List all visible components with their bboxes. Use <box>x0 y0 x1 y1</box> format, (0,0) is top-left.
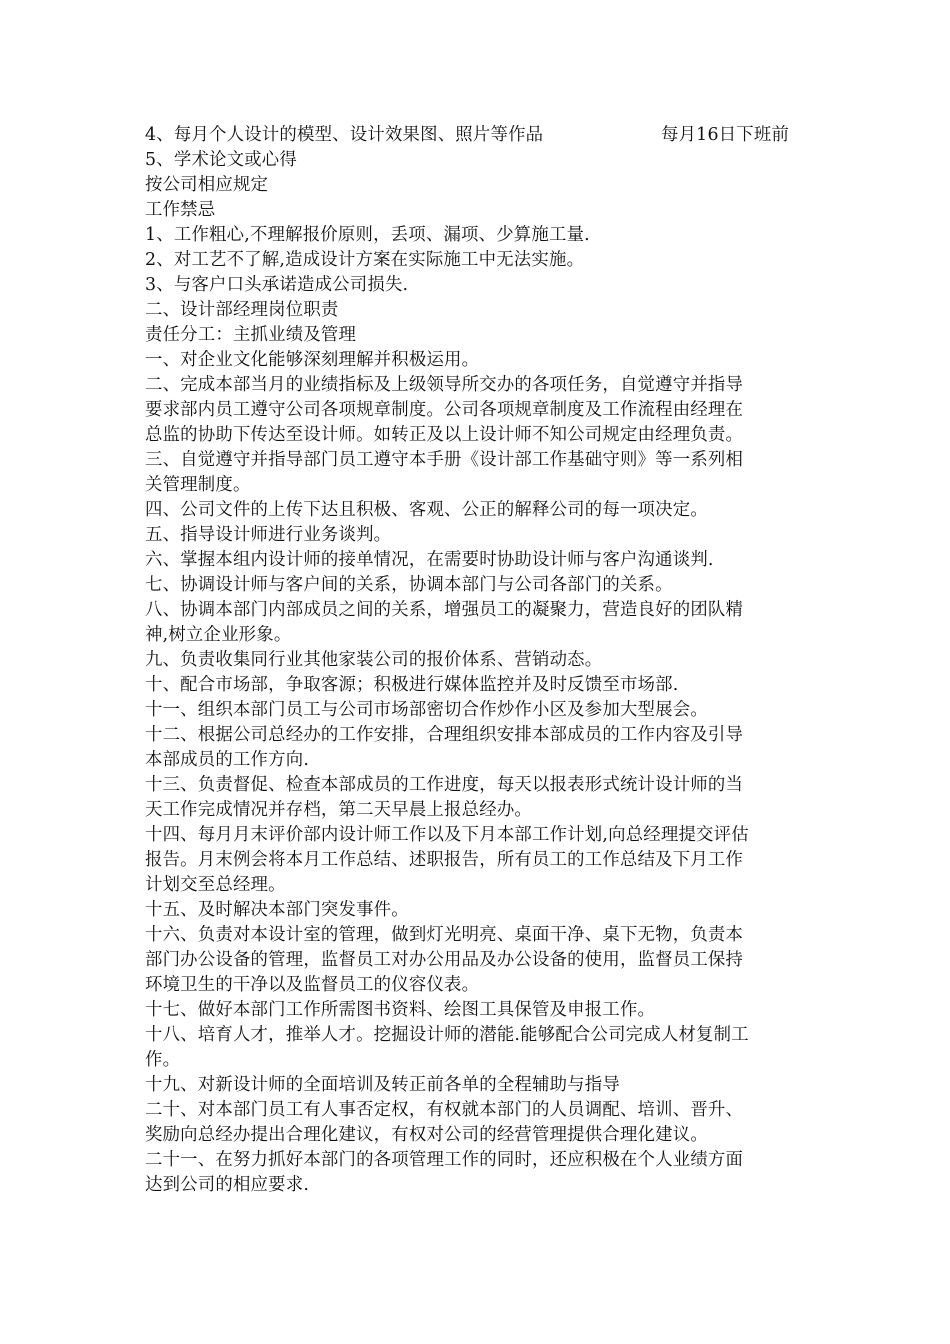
text-line: 六、掌握本组内设计师的接单情况，在需要时协助设计师与客户沟通谈判. <box>145 550 714 570</box>
text-line: 十一、组织本部门员工与公司市场部密切合作炒作小区及参加大型展会。 <box>145 700 708 720</box>
text-line: 本部成员的工作方向. <box>145 750 310 770</box>
text-line: 天工作完成情况并存档，第二天早晨上报总经办。 <box>145 800 532 820</box>
text-line: 二十、对本部门员工有人事否定权，有权就本部门的人员调配、培训、晋升、 <box>145 1100 744 1120</box>
text-line: 十九、对新设计师的全面培训及转正前各单的全程辅助与指导 <box>145 1075 620 1095</box>
section-heading-work-taboos: 工作禁忌 <box>145 200 216 220</box>
work-product-item: 4、每月个人设计的模型、设计效果图、照片等作品 <box>145 125 544 145</box>
text-line: 要求部内员工遵守公司各项规章制度。公司各项规章制度及工作流程由经理在 <box>145 400 744 420</box>
text-line: 总监的协助下传达至设计师。如转正及以上设计师不知公司规定由经理负责。 <box>145 425 744 445</box>
text-line: 十二、根据公司总经办的工作安排，合理组织安排本部成员的工作内容及引导 <box>145 725 744 745</box>
text-line: 神,树立企业形象。 <box>145 625 292 645</box>
text-line: 十六、负责对本设计室的管理，做到灯光明亮、桌面干净、桌下无物，负责本 <box>145 925 744 945</box>
text-line: 五、指导设计师进行业务谈判。 <box>145 525 392 545</box>
text-line: 四、公司文件的上传下达且积极、客观、公正的解释公司的每一项决定。 <box>145 500 708 520</box>
text-line: 十五、及时解决本部门突发事件。 <box>145 900 409 920</box>
text-line: 七、协调设计师与客户间的关系，协调本部门与公司各部门的关系。 <box>145 575 673 595</box>
text-line: 奖励向总经办提出合理化建议，有权对公司的经营管理提供合理化建议。 <box>145 1125 708 1145</box>
text-line: 一、对企业文化能够深刻理解并积极运用。 <box>145 350 480 370</box>
text-line: 十、配合市场部，争取客源；积极进行媒体监控并及时反馈至市场部. <box>145 675 679 695</box>
text-line: 环境卫生的干净以及监督员工的仪容仪表。 <box>145 975 480 995</box>
work-product-deadline: 每月16日下班前 <box>661 125 790 145</box>
text-line: 达到公司的相应要求. <box>145 1175 310 1195</box>
text-line: 3、与客户口头承诺造成公司损失. <box>145 275 409 295</box>
text-line: 1、工作粗心,不理解报价原则，丢项、漏项、少算施工量. <box>145 225 590 245</box>
text-line: 十三、负责督促、检查本部成员的工作进度，每天以报表形式统计设计师的当 <box>145 775 744 795</box>
text-line: 十八、培育人才，推举人才。挖掘设计师的潜能.能够配合公司完成人材复制工 <box>145 1025 749 1045</box>
text-line-work-products <box>145 123 810 148</box>
text-line: 八、协调本部门内部成员之间的关系，增强员工的凝聚力，营造良好的团队精 <box>145 600 744 620</box>
text-line: 关管理制度。 <box>145 475 251 495</box>
document-body <box>145 123 810 1198</box>
text-line: 作。 <box>145 1050 181 1070</box>
text-line: 三、自觉遵守并指导部门员工遵守本手册《设计部工作基础守则》等一系列相 <box>145 450 744 470</box>
text-line: 报告。月末例会将本月工作总结、述职报告，所有员工的工作总结及下月工作 <box>145 850 744 870</box>
text-line: 部门办公设备的管理，监督员工对办公用品及办公设备的使用，监督员工保持 <box>145 950 744 970</box>
text-line: 二、完成本部当月的业绩指标及上级领导所交办的各项任务，自觉遵守并指导 <box>145 375 744 395</box>
text-line: 十七、做好本部门工作所需图书资料、绘图工具保管及申报工作。 <box>145 1000 656 1020</box>
text-line: 二十一、在努力抓好本部门的各项管理工作的同时，还应积极在个人业绩方面 <box>145 1150 744 1170</box>
text-line: 计划交至总经理。 <box>145 875 286 895</box>
text-line: 按公司相应规定 <box>145 175 269 195</box>
text-line: 2、对工艺不了解,造成设计方案在实际施工中无法实施。 <box>145 250 585 270</box>
text-line: 九、负责收集同行业其他家装公司的报价体系、营销动态。 <box>145 650 603 670</box>
section-heading-manager-duties: 二、设计部经理岗位职责 <box>145 300 339 320</box>
text-line: 十四、每月月末评价部内设计师工作以及下月本部工作计划,向总经理提交评估 <box>145 825 749 845</box>
text-line: 责任分工：主抓业绩及管理 <box>145 325 357 345</box>
text-line: 5、学术论文或心得 <box>145 150 297 170</box>
